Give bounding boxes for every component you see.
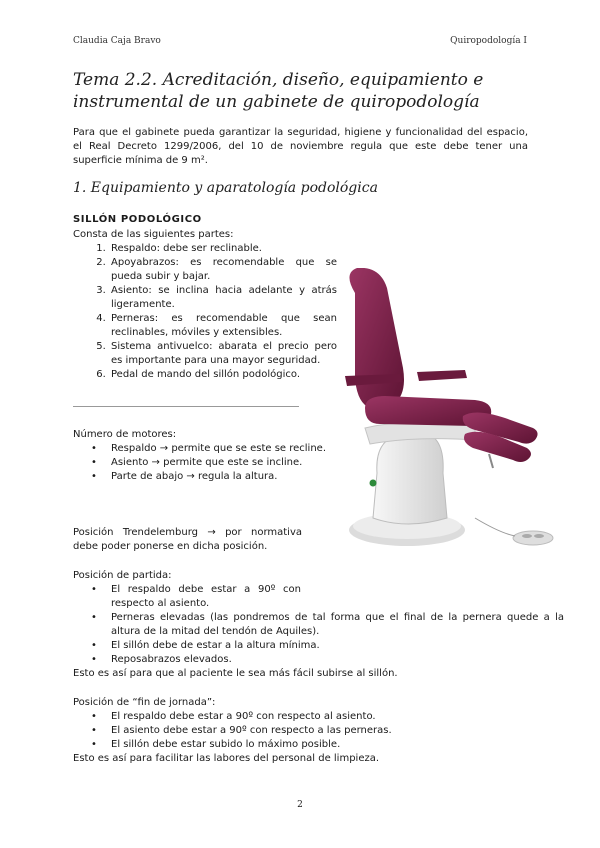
list-item: 6. Pedal de mando del sillón podológico. [109,368,337,382]
list-item: • Asiento → permite que este se incline. [109,456,338,470]
subheading-sillon: SILLÓN PODOLÓGICO [73,214,202,225]
end-position-note: Esto es así para facilitar las labores del personal de limpieza. [73,753,380,764]
list-item: 3. Asiento: se inclina hacia adelante y atrás ligeramente. [109,284,337,312]
page-number: 2 [297,800,303,810]
list-item: 1. Respaldo: debe ser reclinable. [109,242,337,256]
page-title: Tema 2.2. Acreditación, diseño, equipamiento e instrumental de un gabinete de quiropodología [73,70,484,112]
list-item: • El asiento debe estar a 90º con respecto a las perneras. [109,724,564,738]
motors-title: Número de motores: [73,429,177,440]
start-position-list [73,583,564,667]
list-item: • El respaldo debe estar a 90º con respecto al asiento. [109,583,301,611]
trendelenburg-note: Posición Trendelemburg → por normativa debe poder ponerse en dicha posición. [73,527,302,552]
end-position-title: Posición de “fin de jornada”: [73,697,216,708]
list-item: 4. Perneras: es recomendable que sean reclinables, móviles y extensibles. [109,312,337,340]
parts-list [73,242,337,382]
motors-list [73,442,338,484]
list-item: 2. Apoyabrazos: es recomendable que se pueda subir y bajar. [109,256,337,284]
start-position-note: Esto es así para que al paciente le sea más fácil subirse al sillón. [73,668,398,679]
intro-paragraph: Para que el gabinete pueda garantizar la seguridad, higiene y funcionalidad del espacio, el Real Decreto 1299/2006, del 10 de noviembre regula que este debe tener una superficie mínima de 9 m². [73,127,528,166]
list-item: • Reposabrazos elevados. [109,653,564,667]
list-item: 5. Sistema antivuelco: abarata el precio pero es importante para una mayor seguridad. [109,340,337,368]
parts-intro: Consta de las siguientes partes: [73,229,234,240]
divider [73,406,299,407]
list-item: • Respaldo → permite que se este se recline. [109,442,338,456]
list-item: • Perneras elevadas (las pondremos de tal forma que el final de la pernera quede a la altura de la mitad del tendón de Aquiles). [109,611,564,639]
list-item: • El sillón debe de estar a la altura mínima. [109,639,564,653]
end-position-list [73,710,564,752]
list-item: • El sillón debe estar subido lo máximo posible. [109,738,564,752]
start-position-title: Posición de partida: [73,570,172,581]
section-heading: 1. Equipamiento y aparatología podológica [73,180,378,196]
header-author: Claudia Caja Bravo [73,36,161,46]
list-item: • El respaldo debe estar a 90º con respecto al asiento. [109,710,564,724]
header-subject: Quiropodología I [450,36,527,46]
podiatry-chair-image [325,268,555,558]
list-item: • Parte de abajo → regula la altura. [109,470,338,484]
